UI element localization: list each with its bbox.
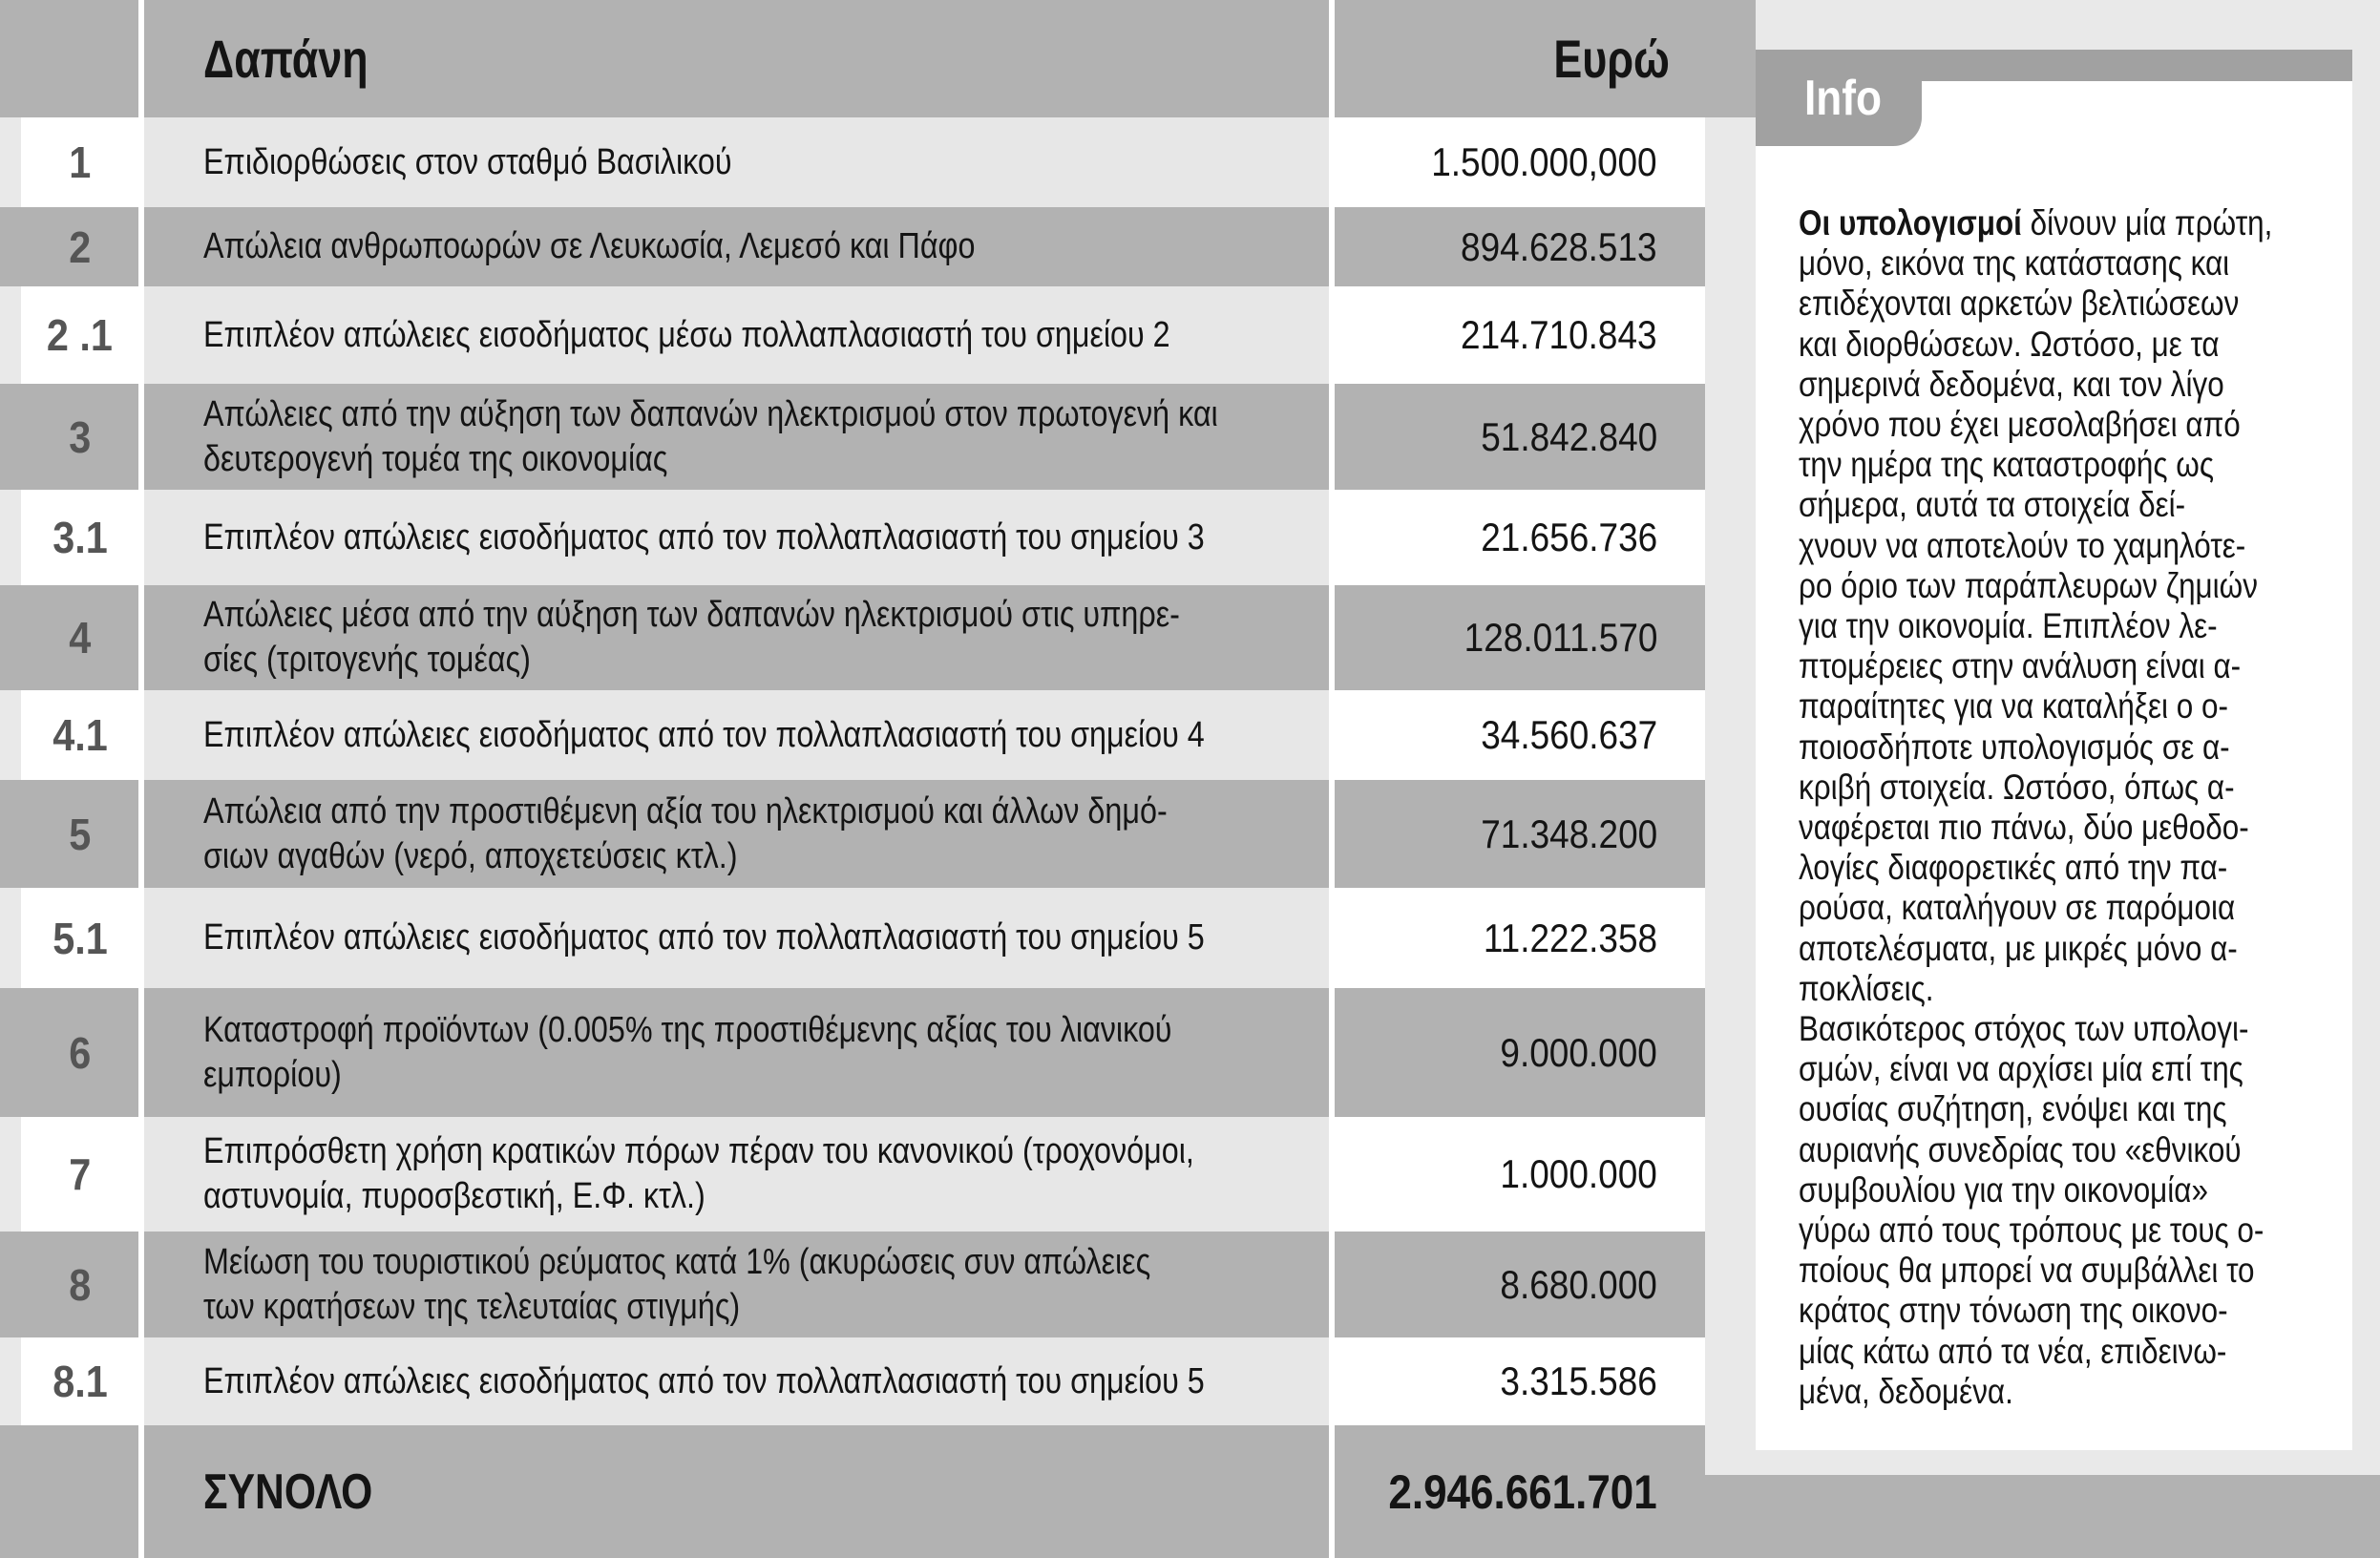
row-description-line: σιων αγαθών (νερό, αποχετεύσεις κτλ.) — [203, 835, 738, 876]
row-number — [0, 585, 138, 690]
row-number-text: 8 — [68, 1259, 92, 1310]
row-value-text: 9.000.000 — [1500, 1029, 1657, 1075]
info-line: πτομέρειες στην ανάλυση είναι α- — [1799, 646, 2242, 686]
row-description-line: εμπορίου) — [203, 1054, 342, 1095]
table-row — [0, 1232, 1705, 1337]
total-label: ΣΥΝΟΛΟ — [203, 1463, 373, 1520]
table-body — [0, 117, 1705, 1425]
row-number-text: 4.1 — [52, 710, 108, 760]
info-line: και διορθώσεων. Ωστόσο, με τα — [1799, 324, 2220, 364]
info-line: αποτελέσματα, με μικρές μόνο α- — [1799, 928, 2238, 968]
info-line: αυριανής συνεδρίας του «εθνικού — [1799, 1129, 2242, 1169]
row-number — [0, 1232, 138, 1337]
row-value — [1335, 988, 1705, 1117]
row-description — [144, 988, 1329, 1117]
info-line: σήμερα, αυτά τα στοιχεία δεί- — [1799, 485, 2186, 525]
info-line — [1799, 203, 2273, 243]
info-line: χρόνο που έχει μεσολαβήσει από — [1799, 405, 2241, 445]
row-description-line: Καταστροφή προϊόντων (0.005% της προστιθέμενης αξίας του λιανικού — [203, 1009, 1172, 1050]
row-description — [144, 490, 1329, 585]
row-description-line: Μείωση του τουριστικού ρεύματος κατά 1% (ακυρώσεις συν απώλειες — [203, 1241, 1151, 1282]
info-lead: Οι υπολογισμοί — [1799, 203, 2031, 242]
info-line: μίας κάτω από τα νέα, επιδεινω- — [1799, 1331, 2227, 1371]
row-number — [0, 384, 138, 490]
header-number-cell — [0, 0, 138, 117]
row-description — [144, 207, 1329, 286]
row-value — [1335, 117, 1705, 207]
row-description — [144, 888, 1329, 988]
row-number — [0, 690, 138, 780]
row-number — [0, 207, 138, 286]
row-value — [1335, 780, 1705, 888]
row-value-text: 11.222.358 — [1483, 915, 1657, 960]
table-row — [0, 384, 1705, 490]
row-description-line: Επιπρόσθετη χρήση κρατικών πόρων πέραν του κανονικού (τροχονόμοι, — [203, 1131, 1194, 1171]
row-description-line: των κρατήσεων της τελευταίας στιγμής) — [203, 1286, 741, 1327]
row-number — [0, 117, 138, 207]
row-description-line: Επιπλέον απώλειες εισοδήματος από τον πολλαπλασιαστή του σημείου 4 — [203, 714, 1205, 755]
row-value — [1335, 286, 1705, 384]
table-row — [0, 1337, 1705, 1425]
row-value — [1335, 1232, 1705, 1337]
row-number-text: 8.1 — [52, 1357, 108, 1406]
row-value-text: 21.656.736 — [1481, 515, 1657, 559]
header-euro-cell — [1335, 0, 1756, 117]
info-line: ναφέρεται πιο πάνω, δύο μεθοδο- — [1799, 808, 2249, 848]
row-value — [1335, 1337, 1705, 1425]
info-line: την ημέρα της καταστροφής ως — [1799, 445, 2215, 485]
row-description-line: αστυνομία, πυροσβεστική, Ε.Φ. κτλ.) — [203, 1176, 706, 1216]
row-value — [1335, 490, 1705, 585]
info-title: Info — [1804, 70, 1883, 126]
row-number — [0, 1117, 138, 1232]
row-value-text: 34.560.637 — [1481, 712, 1657, 757]
row-value-text: 51.842.840 — [1481, 413, 1657, 459]
table-row — [0, 286, 1705, 384]
row-description — [144, 585, 1329, 690]
info-line: ρούσα, καταλήγουν σε παρόμοια — [1799, 888, 2236, 928]
row-value-text: 128.011.570 — [1464, 615, 1657, 660]
row-number — [0, 286, 138, 384]
row-value — [1335, 207, 1705, 286]
row-number-text: 3 — [68, 411, 92, 462]
info-panel — [1756, 50, 2352, 1450]
row-number-text: 7 — [68, 1149, 92, 1199]
row-value-text: 1.500.000,000 — [1431, 139, 1657, 184]
row-value — [1335, 585, 1705, 690]
info-line: κριβή στοιχεία. Ωστόσο, όπως α- — [1799, 767, 2235, 807]
info-line: μένα, δεδομένα. — [1799, 1371, 2013, 1411]
table-row — [0, 585, 1705, 690]
info-line: σημερινά δεδομένα, και τον λίγο — [1799, 364, 2224, 404]
info-line: ρο όριο των παράπλευρων ζημιών — [1799, 565, 2258, 605]
row-description-line: Απώλεια από την προστιθέμενη αξία του ηλεκτρισμού και άλλων δημό- — [203, 790, 1168, 832]
row-value — [1335, 384, 1705, 490]
info-line: ποκλίσεις. — [1799, 968, 1934, 1008]
row-description-line: Απώλειες μέσα από την αύξηση των δαπανών ηλεκτρισμού στις υπηρε- — [203, 595, 1180, 635]
total-number-cell — [0, 1425, 138, 1558]
info-line: για την οικονομία. Επιπλέον λε- — [1799, 606, 2218, 646]
row-number-text: 2 .1 — [46, 310, 114, 360]
row-description-line: σίες (τριτογενής τομέας) — [203, 640, 531, 680]
row-description — [144, 690, 1329, 780]
row-value-text: 214.710.843 — [1461, 312, 1657, 357]
row-number-text: 4 — [68, 613, 92, 663]
table-row — [0, 780, 1705, 888]
table-row — [0, 888, 1705, 988]
total-label-cell — [144, 1425, 1329, 1558]
table-row — [0, 690, 1705, 780]
row-number-text: 3.1 — [52, 513, 108, 562]
info-line: μόνο, εικόνα της κατάστασης και — [1799, 243, 2230, 284]
row-number — [0, 1337, 138, 1425]
table-row — [0, 490, 1705, 585]
row-number — [0, 988, 138, 1117]
info-line: συμβουλίου για την οικονομία» — [1799, 1169, 2208, 1210]
row-value — [1335, 1117, 1705, 1232]
row-value-text: 894.628.513 — [1461, 223, 1657, 269]
row-description — [144, 1337, 1329, 1425]
table-row — [0, 207, 1705, 286]
info-tab — [1756, 50, 1922, 146]
row-description — [144, 384, 1329, 490]
row-number-text: 2 — [68, 221, 92, 272]
row-description-line: Επιδιορθώσεις στον σταθμό Βασιλικού — [203, 141, 732, 182]
row-description — [144, 117, 1329, 207]
row-description-line: Επιπλέον απώλειες εισοδήματος από τον πολλαπλασιαστή του σημείου 5 — [203, 917, 1205, 958]
row-value-text: 3.315.586 — [1500, 1358, 1657, 1403]
row-description-line: Απώλεια ανθρωποωρών σε Λευκωσία, Λεμεσό και Πάφο — [203, 226, 976, 266]
info-body — [1756, 81, 2352, 1450]
info-line: παραίτητες για να καταλήξει ο ο- — [1799, 686, 2228, 726]
row-description-line: Επιπλέον απώλειες εισοδήματος μέσω πολλαπλασιαστή του σημείου 2 — [203, 314, 1170, 355]
row-value — [1335, 888, 1705, 988]
info-line: λογίες διαφορετικές από την πα- — [1799, 848, 2228, 888]
total-value-cell — [1335, 1425, 1705, 1558]
row-description-line: Επιπλέον απώλειες εισοδήματος από τον πολλαπλασιαστή του σημείου 3 — [203, 516, 1205, 558]
total-value: 2.946.661.701 — [1388, 1464, 1657, 1519]
info-line: Βασικότερος στόχος των υπολογι- — [1799, 1009, 2249, 1049]
row-number-text: 5.1 — [52, 913, 108, 963]
info-line: γύρω από τους τρόπους με τους ο- — [1799, 1211, 2264, 1251]
row-number — [0, 888, 138, 988]
table-row — [0, 117, 1705, 207]
row-description — [144, 286, 1329, 384]
row-number — [0, 490, 138, 585]
row-description — [144, 780, 1329, 888]
row-value-text: 1.000.000 — [1500, 1151, 1657, 1196]
info-line: ουσίας συζήτηση, ενόψει και της — [1799, 1089, 2227, 1129]
info-line: σμών, είναι να αρχίσει μία επί της — [1799, 1049, 2243, 1089]
row-description-line: Επιπλέον απώλειες εισοδήματος από τον πολλαπλασιαστή του σημείου 5 — [203, 1360, 1205, 1401]
row-value — [1335, 690, 1705, 780]
row-description — [144, 1117, 1329, 1232]
table-row — [0, 1117, 1705, 1232]
info-text — [1799, 203, 2328, 1412]
row-number-text: 1 — [68, 137, 92, 187]
column-header-euro: Ευρώ — [1553, 29, 1670, 89]
table-total-row — [0, 1425, 1705, 1558]
header-expense-cell — [144, 0, 1329, 117]
row-value-text: 71.348.200 — [1481, 811, 1657, 856]
info-line: επιδέχονται αρκετών βελτιώσεων — [1799, 284, 2240, 324]
table-header-row — [0, 0, 1756, 117]
row-number — [0, 780, 138, 888]
column-header-expense: Δαπάνη — [203, 29, 369, 89]
info-line: ποιοσδήποτε υπολογισμός σε α- — [1799, 726, 2230, 767]
row-description-line: δευτερογενή τομέα της οικονομίας — [203, 438, 668, 479]
row-number-text: 6 — [68, 1027, 92, 1078]
info-line: ποίους θα μπορεί να συμβάλλει το — [1799, 1251, 2255, 1291]
row-number-text: 5 — [68, 809, 92, 859]
info-line: χνουν να αποτελούν το χαμηλότε- — [1799, 525, 2246, 565]
table-row — [0, 988, 1705, 1117]
info-line: κράτος στην τόνωση της οικονο- — [1799, 1291, 2228, 1331]
row-description — [144, 1232, 1329, 1337]
row-description-line: Απώλειες από την αύξηση των δαπανών ηλεκτρισμού στον πρωτογενή και — [203, 393, 1218, 434]
info-line-text: δίνουν μία πρώτη, — [2030, 203, 2273, 242]
row-value-text: 8.680.000 — [1500, 1261, 1657, 1307]
